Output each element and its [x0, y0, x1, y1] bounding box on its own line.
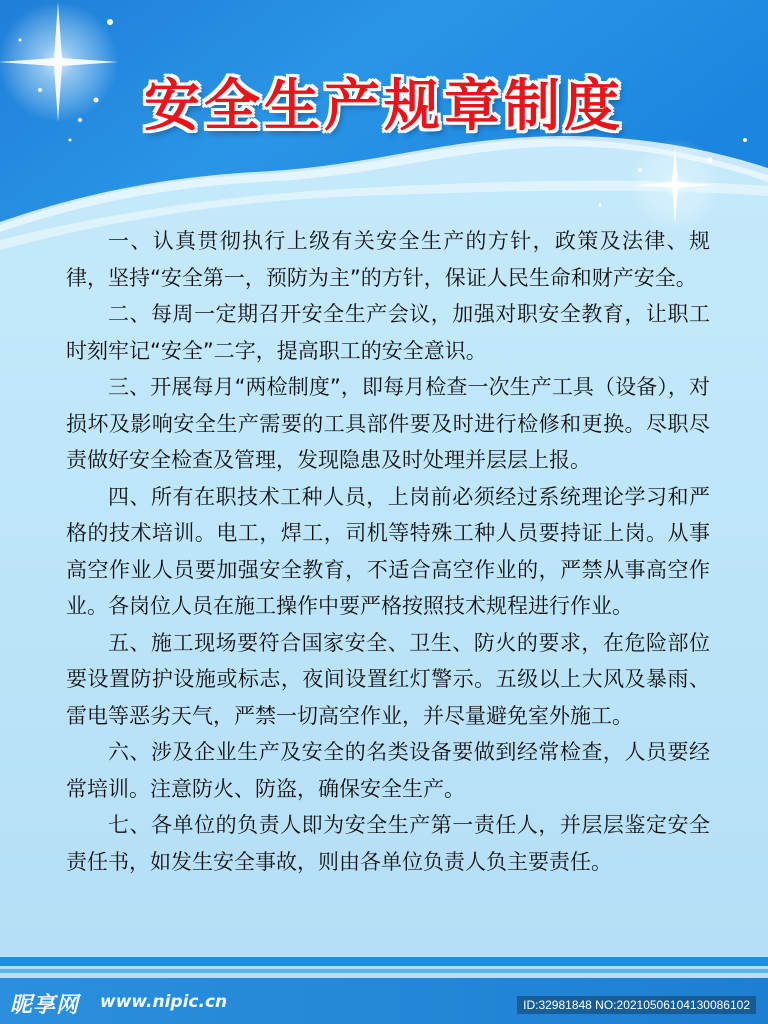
page-title: 安全生产规章制度 [144, 74, 624, 139]
watermark-logo: 昵享网 [10, 993, 80, 1018]
regulation-paragraph-3: 三、开展每月“两检制度”，即每月检查一次生产工具（设备），对损坏及影响安全生产需要的工具部件要及时进行检修和更换。尽职尽责做好安全检查及管理，发现隐患及时处理并层层上报。 [66, 375, 710, 472]
bottom-stripe-thin [0, 969, 768, 973]
bottom-stripe [0, 957, 768, 966]
regulation-paragraph-6: 六、涉及企业生产及安全的名类设备要做到经常检查，人员要经常培训。注意防火、防盗，确保安全生产。 [66, 740, 710, 801]
watermark-id: ID:32981848 NO:20210506104130086102 [517, 996, 756, 1014]
regulation-paragraph-4: 四、所有在职技术工种人员，上岗前必须经过系统理论学习和严格的技术培训。电工，焊工，司机等特殊工种人员要持证上岗。从事高空作业人员要加强安全教育，不适合高空作业的，严禁从事高空作业。各岗位人员在施工操作中要严格按照技术规程进行作业。 [66, 484, 710, 618]
regulation-paragraph-2: 二、每周一定期召开安全生产会议，加强对职安全教育，让职工时刻牢记“安全”二字，提高职工的安全意识。 [66, 302, 710, 363]
regulation-paragraph-1: 一、认真贯彻执行上级有关安全生产的方针，政策及法律、规律，坚持“安全第一，预防为主”的方针，保证人民生命和财产安全。 [66, 229, 710, 290]
watermark-url: www.nipic.cn [100, 992, 228, 1012]
regulation-paragraph-7: 七、各单位的负责人即为安全生产第一责任人，并层层鉴定安全责任书，如发生安全事故，则由各单位负责人负主要责任。 [66, 813, 710, 874]
regulation-paragraph-5: 五、施工现场要符合国家安全、卫生、防火的要求，在危险部位要设置防护设施或标志，夜间设置红灯警示。五级以上大风及暴雨、雷电等恶劣天气，严禁一切高空作业，并尽量避免室外施工。 [66, 630, 710, 728]
regulation-body [66, 223, 710, 880]
